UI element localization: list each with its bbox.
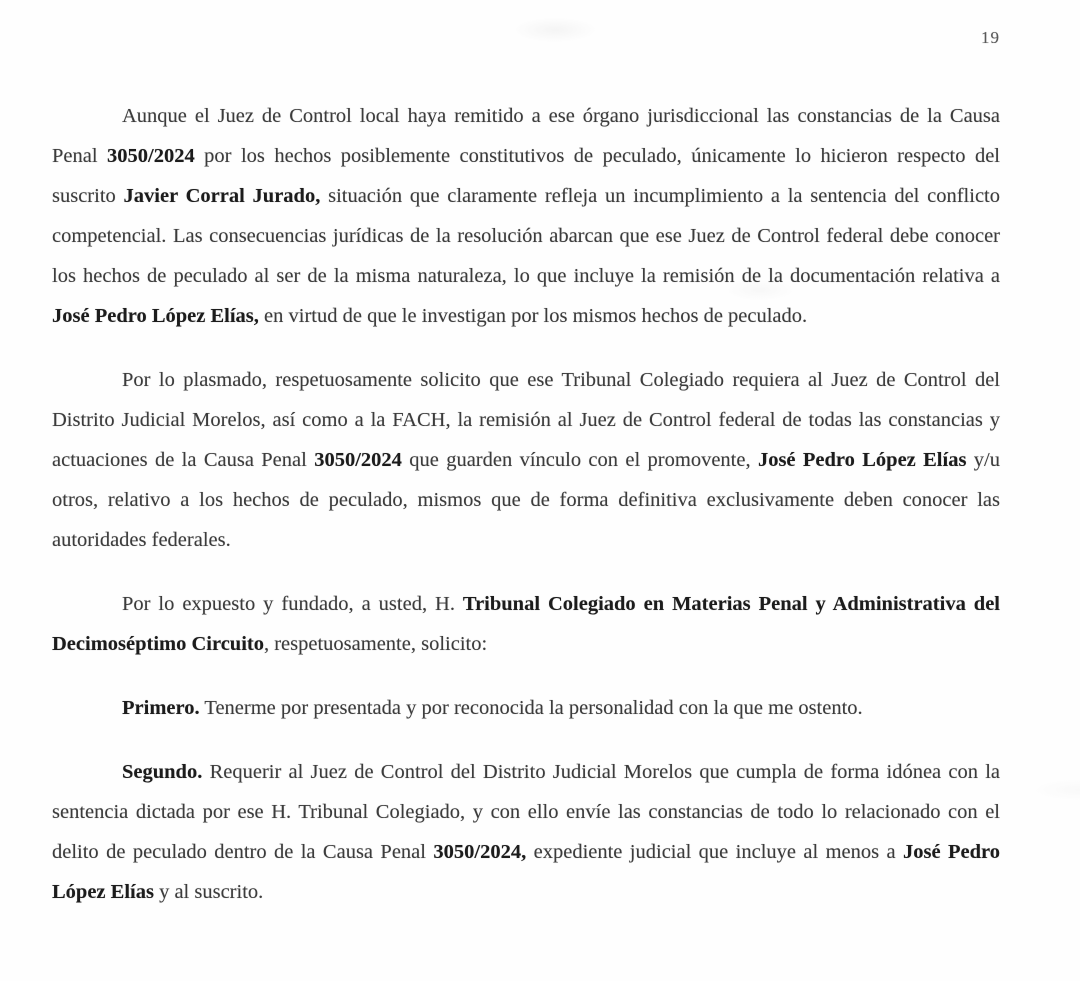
text-run: Por lo plasmado, respetuosamente solicito que ese Tribunal Colegiado requiera al Juez de Control del Distrito Judicial Morelos, así como a la FACH, la remisión al Juez de Control federal de todas las constancias y actuaciones de la Causa Penal (52, 369, 1000, 471)
bold-text-run: José Pedro López Elías, (52, 305, 259, 327)
text-run: situación que claramente refleja un incumplimiento a la sentencia del conflicto competencial. Las consecuencias jurídicas de la resolución abarcan que ese Juez de Control federal debe conocer los hechos de peculado al ser de la misma naturaleza, lo que incluye la remisión de la documentación relativa a (52, 185, 1000, 287)
text-run: que guarden vínculo con el promovente, (401, 449, 758, 471)
bold-text-run: Segundo. (122, 761, 203, 783)
bold-text-run: José Pedro López Elías (52, 841, 1001, 903)
text-run: Por lo expuesto y fundado, a usted, H. (122, 593, 463, 615)
text-run: , respetuosamente, solicito: (263, 633, 488, 655)
bold-text-run: 3050/2024 (107, 145, 195, 167)
bold-text-run: José Pedro López Elías (757, 449, 967, 471)
text-run: Tenerme por presentada y por reconocida la personalidad con la que me ostento. (199, 697, 863, 719)
paragraph (52, 688, 1000, 728)
paragraph (52, 584, 1000, 664)
paragraph (52, 96, 1000, 336)
bold-text-run: Primero. (122, 697, 200, 719)
text-run: en virtud de que le investigan por los mismos hechos de peculado. (258, 305, 808, 327)
bold-text-run: Tribunal Colegiado en Materias Penal y Administrativa del Decimoséptimo Circuito (52, 593, 1000, 655)
paragraph (52, 752, 1000, 912)
document-body (52, 96, 1000, 912)
bold-text-run: 3050/2024, (433, 841, 527, 863)
paragraph (52, 360, 1000, 560)
text-run: y/u otros, relativo a los hechos de peculado, mismos que de forma definitiva exclusivamente deben conocer las autoridades federales. (52, 449, 1000, 551)
bold-text-run: Javier Corral Jurado, (123, 185, 321, 207)
page-number: 19 (981, 28, 1000, 47)
text-run: por los hechos posiblemente constitutivos de peculado, únicamente lo hicieron respecto del suscrito (52, 145, 1000, 207)
text-run: expediente judicial que incluye al menos a (526, 841, 904, 863)
text-run: Requerir al Juez de Control del Distrito Judicial Morelos que cumpla de forma idónea con la sentencia dictada por ese H. Tribunal Colegiado, y con ello envíe las constancias de todo lo relacionado con el delito de peculado dentro de la Causa Penal (52, 761, 1000, 863)
text-run: Aunque el Juez de Control local haya remitido a ese órgano jurisdiccional las constancias de la Causa Penal (52, 105, 1000, 167)
bold-text-run: 3050/2024 (314, 449, 402, 471)
text-run: y al suscrito. (153, 881, 264, 903)
page-header (52, 28, 1000, 54)
